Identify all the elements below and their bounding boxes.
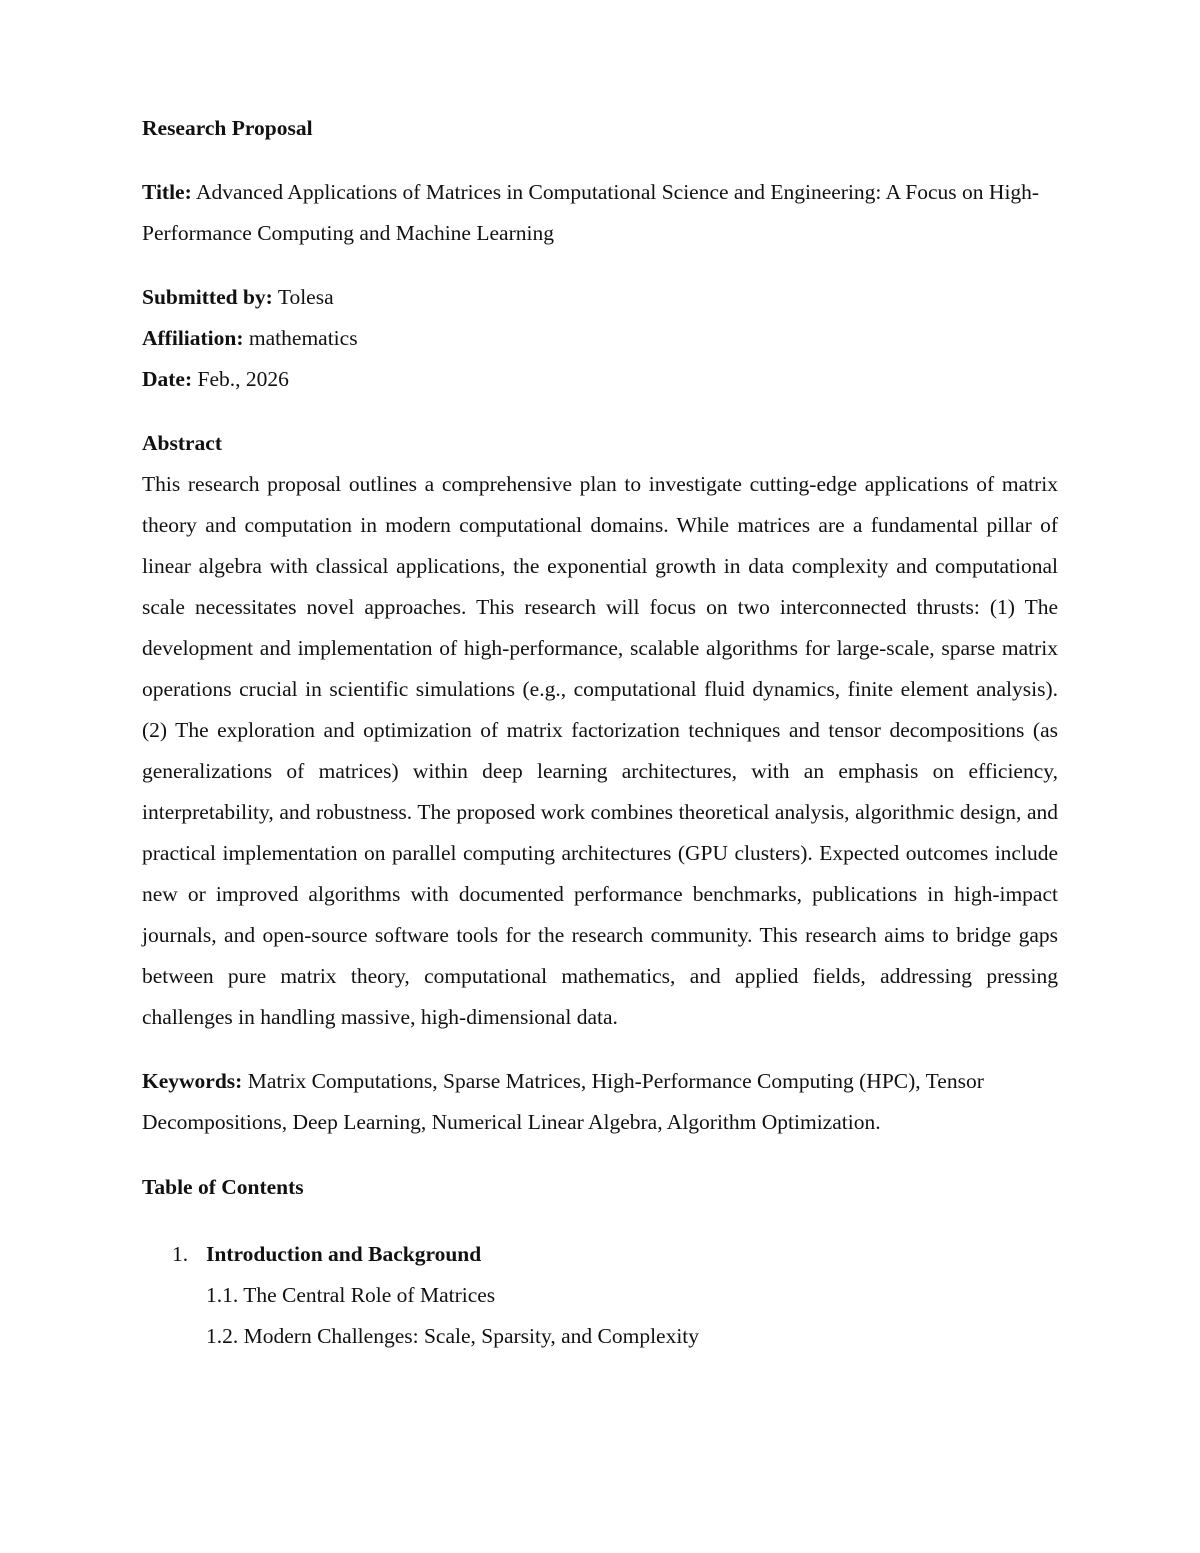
keywords-text: Matrix Computations, Sparse Matrices, High-Performance Computing (HPC), Tensor Decompositions, Deep Learning, Numerical Linear Algebra, Algorithm Optimization. <box>142 1069 984 1134</box>
title-text: Advanced Applications of Matrices in Computational Science and Engineering: A Focus on High-Performance Computing and Machine Learning <box>142 180 1040 245</box>
date-label: Date: <box>142 367 193 391</box>
title-label: Title: <box>142 180 192 204</box>
keywords-label: Keywords: <box>142 1069 243 1093</box>
toc-heading: Table of Contents <box>142 1175 304 1199</box>
affiliation-line <box>142 318 1058 359</box>
keywords-line <box>142 1061 1058 1143</box>
toc-subitem-central-role: 1.1. The Central Role of Matrices <box>206 1283 496 1307</box>
title-line <box>142 172 1058 254</box>
affiliation-value: mathematics <box>248 326 358 350</box>
submitted-value: Tolesa <box>277 285 334 309</box>
toc-item-number: 1. <box>172 1242 189 1266</box>
submitted-label: Submitted by: <box>142 285 273 309</box>
date-line <box>142 359 1058 400</box>
submitted-by-line <box>142 277 1058 318</box>
date-value: Feb., 2026 <box>197 367 289 391</box>
toc-item-title: Introduction and Background <box>206 1242 482 1266</box>
abstract-text: This research proposal outlines a comprehensive plan to investigate cutting-edge applications of matrix theory and computation in modern computational domains. While matrices are a fundamental pillar of linear algebra with classical applications, the exponential growth in data complexity and computational scale necessitates novel approaches. This research will focus on two interconnected thrusts: (1) The development and implementation of high-performance, scalable algorithms for large-scale, sparse matrix operations crucial in scientific simulations (e.g., computational fluid dynamics, finite element analysis). (2) The exploration and optimization of matrix factorization techniques and tensor decompositions (as generalizations of matrices) within deep learning architectures, with an emphasis on efficiency, interpretability, and robustness. The proposed work combines theoretical analysis, algorithmic design, and practical implementation on parallel computing architectures (GPU clusters). Expected outcomes include new or improved algorithms with documented performance benchmarks, publications in high-impact journals, and open-source software tools for the research community. This research aims to bridge gaps between pure matrix theory, computational mathematics, and applied fields, addressing pressing challenges in handling massive, high-dimensional data. <box>142 472 1058 1029</box>
toc-subitem-modern-challenges: 1.2. Modern Challenges: Scale, Sparsity, and Complexity <box>206 1324 700 1348</box>
document-body <box>142 108 1058 1357</box>
document-heading: Research Proposal <box>142 116 313 140</box>
abstract-heading: Abstract <box>142 431 223 455</box>
affiliation-label: Affiliation: <box>142 326 244 350</box>
table-of-contents <box>142 1234 1058 1357</box>
toc-item-introduction <box>142 1234 1058 1275</box>
